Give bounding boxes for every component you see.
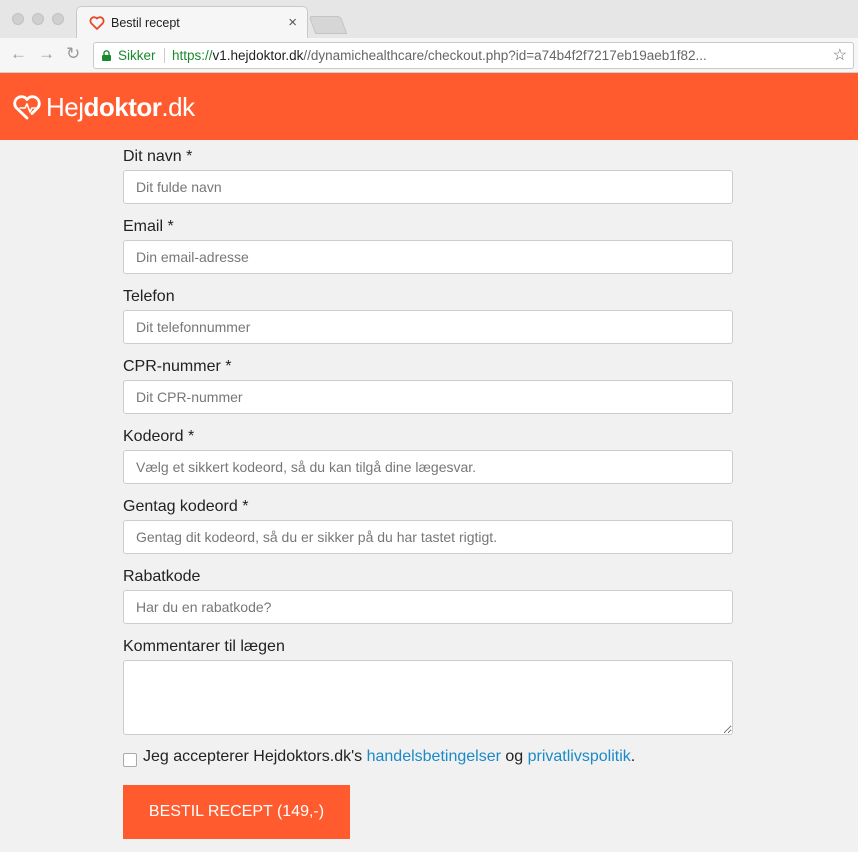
name-label: Dit navn * [123, 148, 193, 165]
browser-tab[interactable] [76, 6, 308, 39]
password-label: Kodeord * [123, 428, 195, 445]
comment-textarea[interactable] [123, 660, 733, 735]
back-arrow-icon[interactable]: ← [10, 44, 27, 63]
tab-title: Bestil recept [111, 16, 180, 30]
terms-suffix: . [630, 748, 636, 765]
password-input[interactable] [123, 450, 733, 484]
repeat-password-input[interactable] [123, 520, 733, 554]
browser-tab-bar [0, 0, 858, 38]
repeat-password-label: Gentag kodeord * [123, 498, 249, 515]
window-close-button[interactable] [12, 13, 24, 25]
tab-close-icon[interactable]: × [288, 14, 297, 31]
browser-toolbar [0, 38, 858, 73]
terms-prefix: Jeg accepterer Hejdoktors.dk's [143, 748, 367, 765]
heart-logo-icon [12, 93, 44, 121]
cpr-label: CPR-nummer * [123, 358, 232, 375]
email-label: Email * [123, 218, 174, 235]
reload-icon[interactable]: ↻ [66, 44, 81, 63]
phone-input[interactable] [123, 310, 733, 344]
secure-label: Sikker [118, 48, 156, 63]
address-bar[interactable] [93, 42, 854, 69]
name-input[interactable] [123, 170, 733, 204]
cpr-input[interactable] [123, 380, 733, 414]
terms-row [123, 747, 635, 767]
new-tab-button[interactable] [309, 16, 348, 34]
url-host: v1.hejdoktor.dk [212, 48, 304, 63]
url-divider [164, 48, 165, 63]
url-scheme: https:// [172, 48, 213, 63]
lock-icon [102, 50, 111, 61]
discount-code-label: Rabatkode [123, 568, 201, 585]
privacy-link[interactable]: privatlivspolitik [527, 748, 631, 765]
site-header [0, 73, 858, 140]
terms-link[interactable]: handelsbetingelser [366, 748, 501, 765]
window-minimize-button[interactable] [32, 13, 44, 25]
order-prescription-button[interactable]: BESTIL RECEPT (149,-) [123, 785, 350, 839]
url-text[interactable] [172, 43, 707, 68]
comment-label: Kommentarer til lægen [123, 638, 285, 655]
forward-arrow-icon[interactable]: → [38, 44, 55, 63]
bookmark-star-icon[interactable]: ☆ [832, 47, 847, 64]
site-logo[interactable] [12, 91, 195, 123]
discount-code-input[interactable] [123, 590, 733, 624]
terms-checkbox[interactable] [123, 753, 137, 767]
logo-text-light: Hej [46, 91, 84, 122]
window-zoom-button[interactable] [52, 13, 64, 25]
logo-text-bold: doktor [83, 91, 162, 122]
url-path: //dynamichealthcare/checkout.php?id=a74b4f2f7217eb19aeb1f82... [303, 48, 707, 63]
terms-middle: og [500, 748, 528, 765]
phone-label: Telefon [123, 288, 175, 305]
email-input[interactable] [123, 240, 733, 274]
heart-icon [89, 15, 105, 31]
logo-text-suffix: .dk [161, 91, 195, 122]
